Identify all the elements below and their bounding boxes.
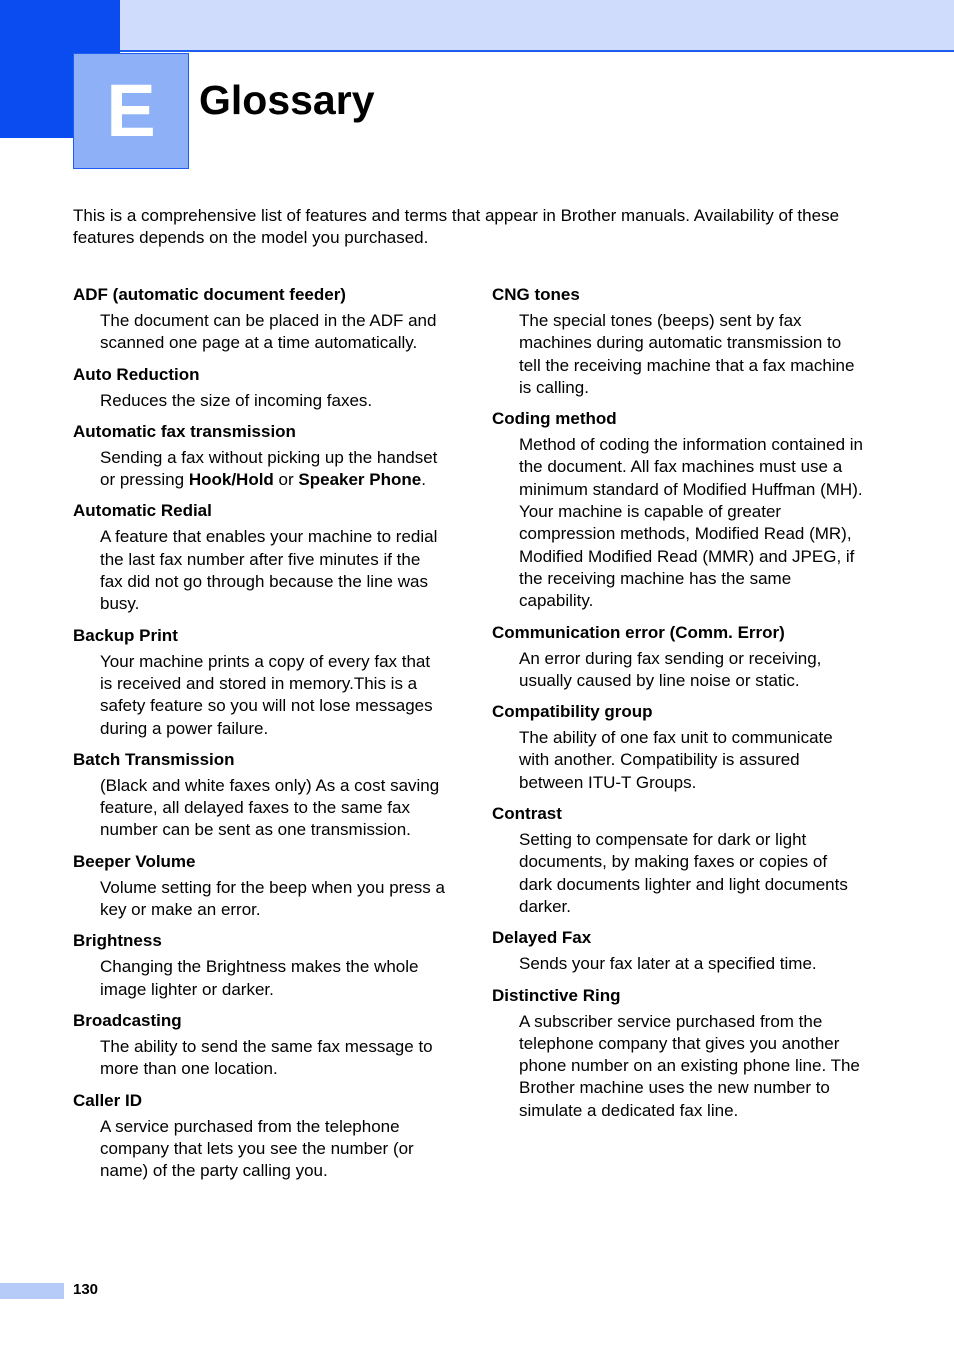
definition-key-label: Speaker Phone: [298, 470, 422, 490]
glossary-entry-communication-error-comm-error: [492, 622, 864, 693]
glossary-right-column: [492, 284, 864, 1131]
glossary-term: Contrast: [492, 804, 562, 824]
glossary-term: Communication error (Comm. Error): [492, 622, 785, 642]
glossary-definition: [100, 526, 445, 615]
glossary-definition: [519, 1011, 864, 1122]
intro-paragraph: This is a comprehensive list of features and terms that appear in Brother manuals. Availability of these features depends on the model you purchased.: [73, 206, 840, 247]
glossary-term: Auto Reduction: [73, 364, 200, 384]
glossary-definition: [100, 651, 445, 740]
page-number-tab: [0, 1283, 64, 1299]
definition-text: The special tones (beeps) sent by fax machines during automatic transmission to tell the receiving machine that a fax machine is calling.: [519, 311, 855, 397]
glossary-entry-brightness: [73, 930, 445, 1001]
glossary-definition: [519, 829, 864, 918]
glossary-entry-compatibility-group: [492, 701, 864, 794]
glossary-definition: [519, 648, 864, 693]
definition-text: .: [421, 470, 426, 490]
glossary-definition: [519, 727, 864, 794]
definition-text: Sending a fax without picking up the handset or pressing: [100, 447, 438, 490]
definition-text: Reduces the size of incoming faxes.: [100, 390, 373, 410]
glossary-term: Coding method: [492, 409, 617, 429]
glossary-definition: [100, 956, 445, 1001]
definition-text: The ability to send the same fax message to more than one location.: [100, 1036, 433, 1079]
page-number: 130: [73, 1281, 99, 1298]
glossary-term: Broadcasting: [73, 1010, 182, 1030]
glossary-left-column: [73, 284, 445, 1191]
glossary-definition: [100, 775, 445, 842]
glossary-entry-contrast: [492, 803, 864, 918]
definition-text: (Black and white faxes only) As a cost saving feature, all delayed faxes to the same fax number can be sent as one transmission.: [100, 775, 440, 840]
glossary-definition: [100, 1036, 445, 1081]
glossary-entry-coding-method: [492, 408, 864, 612]
glossary-definition: [100, 447, 445, 492]
glossary-term: Automatic Redial: [73, 501, 212, 521]
glossary-entry-distinctive-ring: [492, 985, 864, 1122]
glossary-definition: [100, 877, 445, 922]
definition-text: An error during fax sending or receiving, usually caused by line noise or static.: [519, 648, 822, 690]
glossary-entry-backup-print: [73, 625, 445, 740]
glossary-definition: [100, 1116, 445, 1183]
glossary-entry-adf-automatic-document-feeder: [73, 284, 445, 355]
glossary-term: Beeper Volume: [73, 851, 196, 871]
glossary-entry-cng-tones: [492, 284, 864, 399]
glossary-definition: [100, 310, 445, 355]
chapter-box: [73, 53, 189, 169]
definition-text: Changing the Brightness makes the whole image lighter or darker.: [100, 957, 419, 999]
definition-key-label: Hook/Hold: [188, 470, 274, 490]
glossary-entry-beeper-volume: [73, 851, 445, 922]
glossary-term: Batch Transmission: [73, 749, 235, 769]
definition-text: A service purchased from the telephone company that lets you see the number (or name) of the party calling you.: [100, 1116, 414, 1181]
glossary-entry-caller-id: [73, 1090, 445, 1183]
definition-text: The document can be placed in the ADF and scanned one page at a time automatically.: [100, 311, 437, 353]
page-title: Glossary: [199, 77, 375, 123]
definition-text: A subscriber service purchased from the telephone company that gives you another phone number on an existing phone line. The Brother machine uses the new number to simulate a dedicated fax line.: [519, 1011, 860, 1120]
definition-text: Sends your fax later at a specified time.: [519, 954, 817, 974]
glossary-definition: [519, 953, 864, 975]
glossary-entry-batch-transmission: [73, 749, 445, 842]
glossary-entry-automatic-redial: [73, 500, 445, 615]
chapter-letter: E: [106, 69, 156, 152]
glossary-term: CNG tones: [492, 285, 580, 304]
glossary-definition: [519, 310, 864, 399]
glossary-entry-automatic-fax-transmission: [73, 421, 445, 492]
definition-text: Method of coding the information contained in the document. All fax machines must use a minimum standard of Modified Huffman (MH). Your machine is capable of greater compression methods, Modified Read (MR), Modified Modified Read (MMR) and JPEG, if the receiving machine has the same capability.: [519, 435, 864, 611]
definition-text: Setting to compensate for dark or light documents, by making faxes or copies of dark documents lighter and light documents darker.: [519, 830, 848, 916]
glossary-entry-delayed-fax: [492, 927, 864, 975]
glossary-term: Distinctive Ring: [492, 985, 621, 1005]
glossary-term: Automatic fax transmission: [73, 421, 296, 441]
glossary-entry-broadcasting: [73, 1010, 445, 1081]
definition-text: The ability of one fax unit to communicate with another. Compatibility is assured between ITU-T Groups.: [519, 728, 833, 792]
glossary-term: Compatibility group: [492, 702, 653, 722]
definition-text: or: [273, 470, 299, 490]
glossary-definition: [100, 390, 445, 412]
glossary-term: ADF (automatic document feeder): [73, 285, 346, 304]
header-band: [120, 0, 954, 52]
definition-text: Volume setting for the beep when you press a key or make an error.: [100, 877, 445, 920]
glossary-term: Delayed Fax: [492, 928, 592, 948]
glossary-term: Caller ID: [73, 1090, 142, 1110]
glossary-entry-auto-reduction: [73, 364, 445, 412]
glossary-term: Brightness: [73, 931, 162, 951]
glossary-term: Backup Print: [73, 625, 178, 645]
definition-text: A feature that enables your machine to redial the last fax number after five minutes if the fax did not go through because the line was busy.: [100, 527, 438, 614]
glossary-definition: [519, 434, 864, 612]
definition-text: Your machine prints a copy of every fax that is received and stored in memory.This is a safety feature so you will not lose messages during a power failure.: [100, 651, 433, 738]
